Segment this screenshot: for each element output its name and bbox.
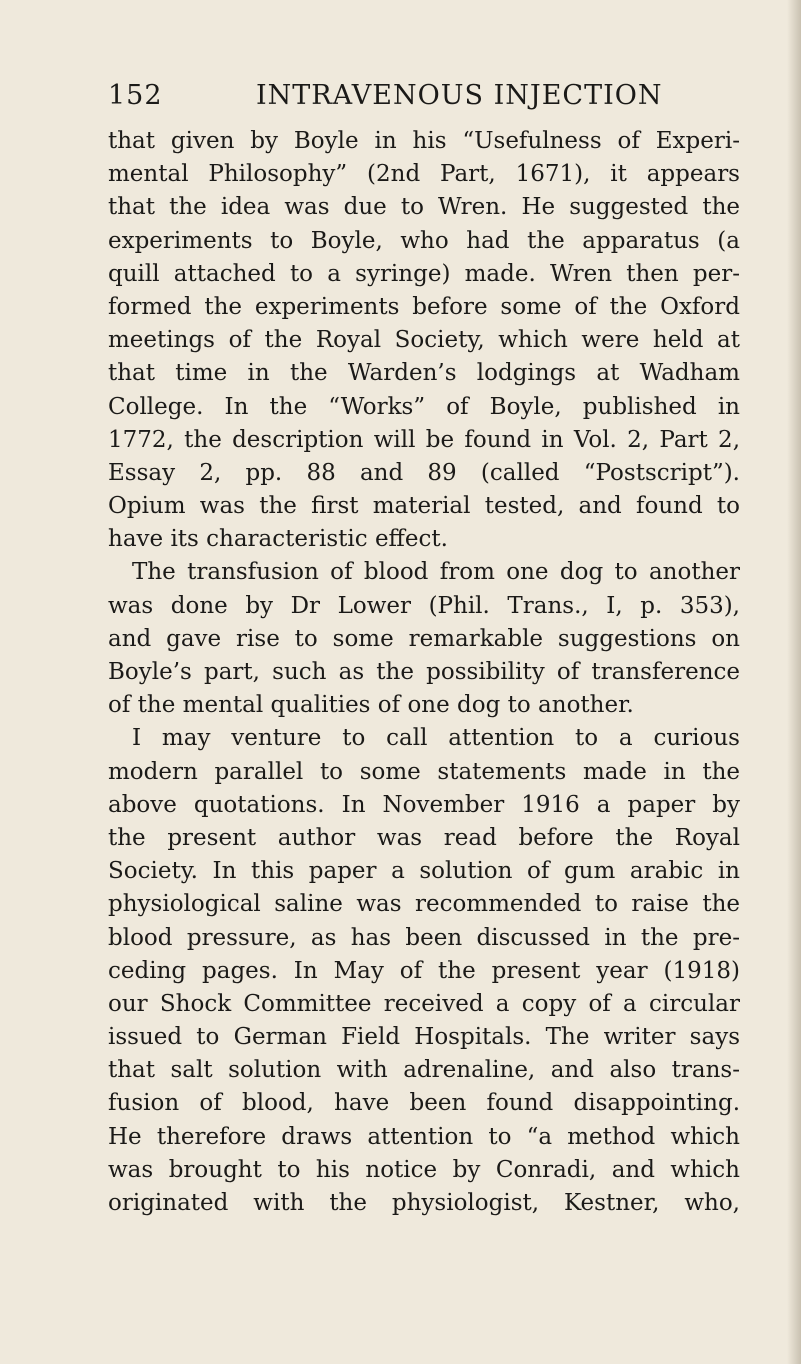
page-edge-shadow: [787, 0, 801, 1364]
text-line: He therefore draws attention to “a method which: [108, 1123, 740, 1150]
text-line: and gave rise to some remarkable suggestions on: [108, 625, 740, 652]
text-line: blood pressure, as has been discussed in the pre-: [108, 924, 740, 951]
text-line: the present author was read before the Royal: [108, 824, 740, 851]
text-line: issued to German Field Hospitals. The writer says: [108, 1024, 740, 1051]
text-line: Opium was the first material tested, and found to: [108, 493, 740, 520]
text-line: I may venture to call attention to a curious: [132, 725, 740, 752]
text-line: meetings of the Royal Society, which were held at: [108, 327, 740, 354]
text-line: above quotations. In November 1916 a paper by: [108, 791, 740, 818]
text-line: Essay 2, pp. 88 and 89 (called “Postscript”).: [108, 459, 740, 486]
text-line: was done by Dr Lower (Phil. Trans., I, p. 353),: [108, 592, 740, 619]
text-line: our Shock Committee received a copy of a circular: [108, 990, 740, 1017]
text-line: that given by Boyle in his “Usefulness of Experi-: [108, 128, 740, 154]
text-line: that time in the Warden’s lodgings at Wadham: [108, 360, 740, 387]
text-line: experiments to Boyle, who had the apparatus (a: [108, 227, 740, 254]
text-line: Society. In this paper a solution of gum arabic in: [108, 858, 740, 885]
text-line: that the idea was due to Wren. He suggested the: [108, 194, 740, 221]
text-line: fusion of blood, have been found disappointing.: [108, 1090, 740, 1117]
text-line: ceding pages. In May of the present year (1918): [108, 957, 740, 984]
text-line: physiological saline was recommended to raise the: [108, 891, 740, 918]
text-line: mental Philosophy” (2nd Part, 1671), it appears: [108, 161, 740, 188]
text-line: College. In the “Works” of Boyle, published in: [108, 393, 740, 420]
text-line: modern parallel to some statements made in the: [108, 758, 740, 785]
text-line: originated with the physiologist, Kestner, who,: [108, 1190, 740, 1216]
text-line: formed the experiments before some of the Oxford: [108, 293, 740, 320]
page-header: [108, 76, 728, 116]
page-number: 152: [108, 80, 163, 111]
text-line: of the mental qualities of one dog to another.: [108, 692, 634, 719]
text-line: The transfusion of blood from one dog to another: [132, 559, 740, 586]
text-line: that salt solution with adrenaline, and also trans-: [108, 1057, 740, 1084]
text-line: have its characteristic effect.: [108, 526, 448, 553]
body-text: [108, 125, 740, 1220]
text-line: quill attached to a syringe) made. Wren then per-: [108, 260, 740, 287]
text-line: 1772, the description will be found in Vol. 2, Part 2,: [108, 426, 740, 453]
text-line: was brought to his notice by Conradi, and which: [108, 1156, 740, 1183]
running-head: INTRAVENOUS INJECTION: [256, 80, 663, 111]
text-line: Boyle’s part, such as the possibility of transference: [108, 659, 740, 685]
